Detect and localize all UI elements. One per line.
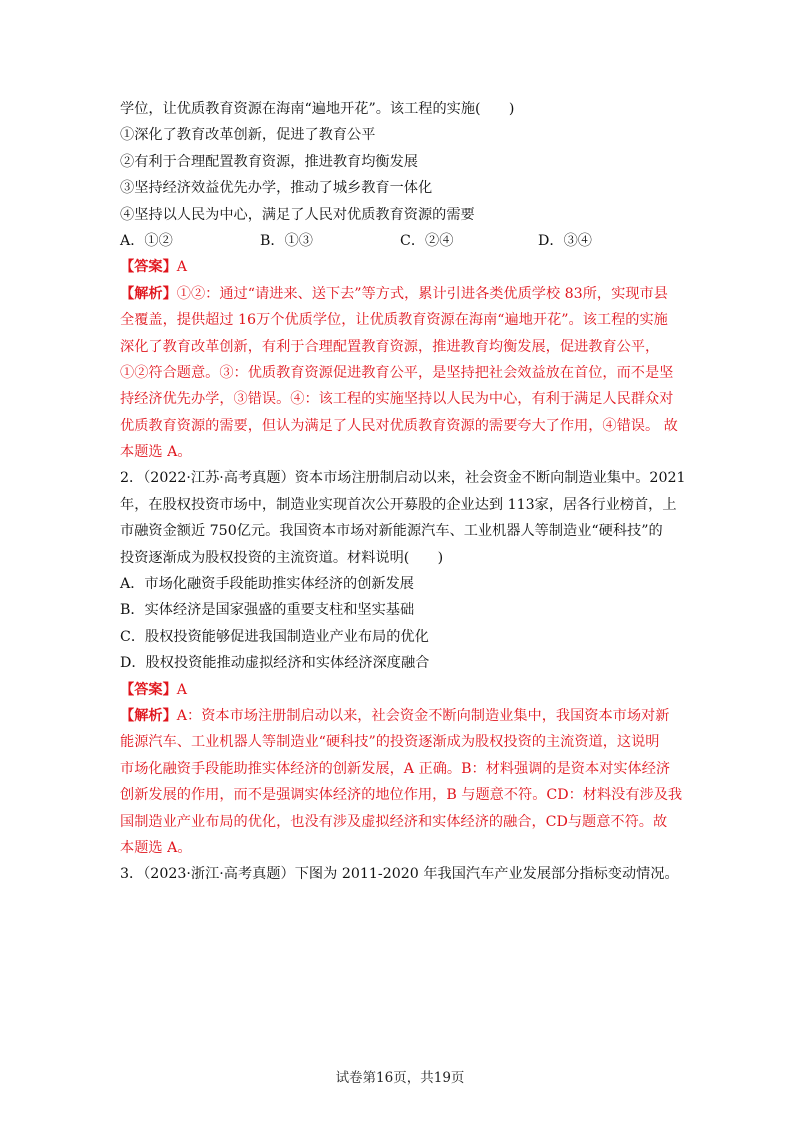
- q1-analysis-label: 【解析】: [120, 285, 177, 302]
- q2-analysis-label: 【解析】: [120, 707, 177, 724]
- q2-analysis-line: 能源汽车、工业机器人等制造业“硬科技”的投资逐渐成为股权投资的主流资道，这说明: [120, 734, 660, 751]
- q1-options: [120, 228, 692, 254]
- q2-analysis-line: 市场化融资手段能助推实体经济的创新发展，A 正确。B：材料强调的是资本对实体经济: [120, 760, 671, 777]
- q1-analysis-line: ①②符合题意。③：优质教育资源促进教育公平，是坚持把社会效益放在首位，而不是坚: [120, 364, 674, 381]
- q2-stem-line: 投资逐渐成为股权投资的主流资道。材料说明( ): [120, 549, 444, 566]
- document-body: [120, 96, 692, 888]
- q1-option-c: C．②④: [400, 232, 454, 249]
- q1-option-a: A．①②: [120, 232, 173, 249]
- q2-analysis-line: [120, 703, 692, 729]
- q1-analysis-text: ①②：通过“请进来、送下去”等方式，累计引进各类优质学校 83所，实现市县: [176, 285, 668, 302]
- q3-stem: 3．（2023·浙江·高考真题）下图为 2011-2020 年我国汽车产业发展部分指标变动情况。: [120, 866, 679, 883]
- q1-analysis-line: 全覆盖，提供超过 16万个优质学位，让优质教育资源在海南“遍地开花”。该工程的实施: [120, 312, 668, 329]
- q1-answer-value: A: [176, 259, 188, 276]
- q1-option-b: B．①③: [260, 232, 313, 249]
- q2-stem-line: 年，在股权投资市场中，制造业实现首次公开募股的企业达到 113家，居各行业榜首，上: [120, 496, 677, 513]
- q1-statement-4: ④坚持以人民为中心，满足了人民对优质教育资源的需要: [120, 206, 475, 223]
- q2-analysis-text: A：资本市场注册制启动以来，社会资金不断向制造业集中，我国资本市场对新: [176, 707, 670, 724]
- q1-answer-label: 【答案】: [120, 259, 177, 276]
- q2-stem-line: 2．（2022·江苏·高考真题）资本市场注册制启动以来，社会资金不断向制造业集中。2021: [120, 470, 686, 487]
- q1-analysis-line: 深化了教育改革创新，有利于合理配置教育资源，推进教育均衡发展，促进教育公平，: [120, 338, 660, 355]
- q2-option-b: B．实体经济是国家强盛的重要支柱和坚实基础: [120, 602, 415, 619]
- q2-answer-value: A: [176, 681, 188, 698]
- q2-option-c: C．股权投资能够促进我国制造业产业布局的优化: [120, 628, 429, 645]
- q1-statement-3: ③坚持经济效益优先办学，推动了城乡教育一体化: [120, 180, 433, 197]
- q2-answer: [120, 677, 692, 703]
- q2-option-a: A．市场化融资手段能助推实体经济的创新发展: [120, 576, 414, 593]
- q1-analysis-line: 本题选 A。: [120, 444, 192, 461]
- q1-analysis-line: 优质教育资源的需要，但认为满足了人民对优质教育资源的需要夸大了作用，④错误。 故: [120, 417, 678, 434]
- q2-answer-label: 【答案】: [120, 681, 177, 698]
- q1-analysis-line: 持经济优先办学，③错误。④：该工程的实施坚持以人民为中心，有利于满足人民群众对: [120, 391, 674, 408]
- page-footer: 试卷第16页，共19页: [335, 1070, 465, 1086]
- q2-option-d: D．股权投资能推动虚拟经济和实体经济深度融合: [120, 655, 430, 672]
- q1-statement-2: ②有利于合理配置教育资源，推进教育均衡发展: [120, 153, 418, 170]
- q1-answer: [120, 254, 692, 280]
- q1-stem: 学位，让优质教育资源在海南“遍地开花”。该工程的实施( ): [120, 101, 515, 117]
- q1-statement-1: ①深化了教育改革创新，促进了教育公平: [120, 127, 376, 144]
- q1-analysis-line: [120, 281, 692, 307]
- q2-stem-line: 市融资金额近 750亿元。我国资本市场对新能源汽车、工业机器人等制造业“硬科技”的: [120, 523, 663, 540]
- q1-option-d: D．③④: [538, 232, 592, 249]
- q2-analysis-line: 本题选 A。: [120, 839, 192, 856]
- q2-analysis-line: 国制造业产业布局的优化，也没有涉及虚拟经济和实体经济的融合，CD与题意不符。故: [120, 813, 668, 830]
- q2-analysis-line: 创新发展的作用，而不是强调实体经济的地位作用，B 与题意不符。CD：材料没有涉及我: [120, 787, 683, 804]
